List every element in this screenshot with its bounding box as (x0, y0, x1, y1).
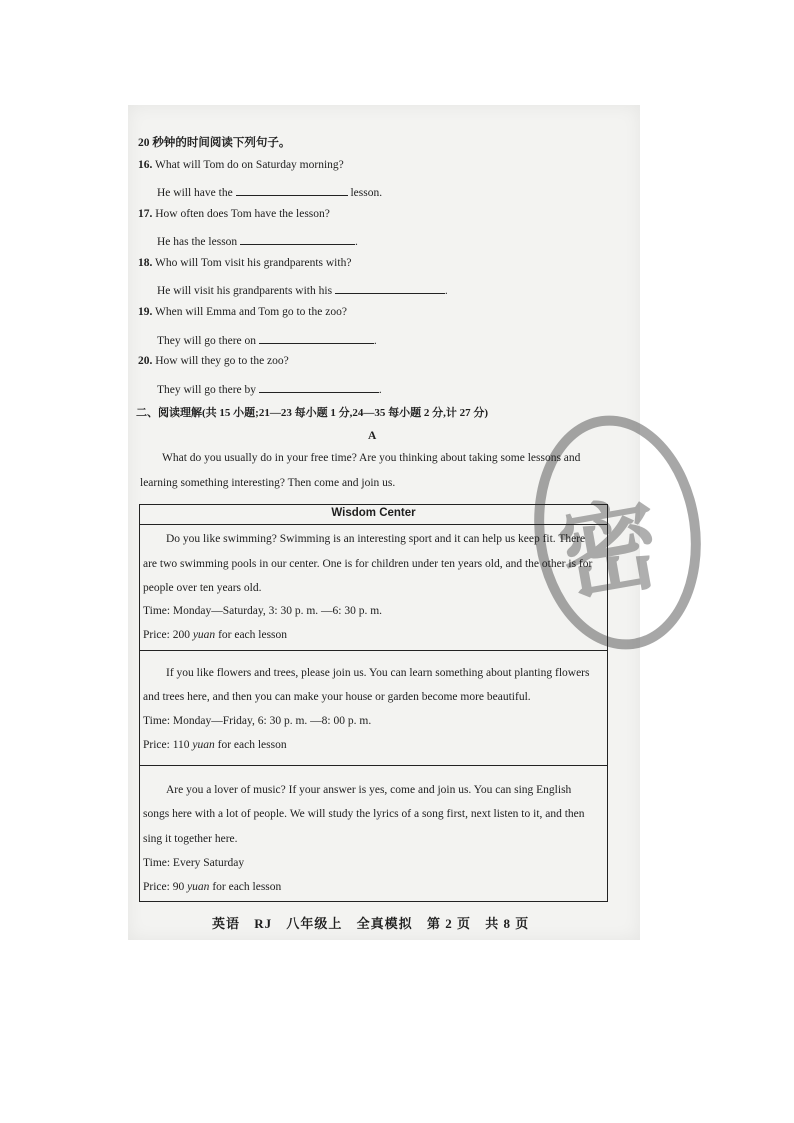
answer-19: They will go there on . (157, 331, 377, 347)
blank-20[interactable] (259, 380, 379, 393)
swim-line-3: people over ten years old. (143, 582, 262, 594)
footer-edition: RJ (254, 916, 273, 931)
answer-20: They will go there by . (157, 380, 382, 396)
question-18: 18. Who will Tom visit his grandparents with? (138, 257, 352, 269)
instruction: 20 秒钟的时间阅读下列句子。 (138, 137, 291, 149)
music-time: Time: Every Saturday (143, 857, 245, 869)
blank-19[interactable] (259, 331, 374, 344)
question-20: 20. How will they go to the zoo? (138, 355, 289, 367)
wisdom-center-notice (139, 504, 608, 902)
footer-subject: 英语 (212, 916, 241, 931)
answer-16: He will have the lesson. (157, 183, 382, 199)
footer-total: 共 8 页 (485, 916, 530, 931)
footer-grade: 八年级上 (286, 916, 343, 931)
blank-17[interactable] (240, 232, 355, 245)
notice-title: Wisdom Center (331, 507, 416, 519)
question-16: 16. What will Tom do on Saturday morning? (138, 159, 344, 171)
music-line-2: songs here with a lot of people. We will study the lyrics of a song first, next listen to it, and then (143, 808, 585, 820)
music-line-3: sing it together here. (143, 833, 238, 845)
divider (140, 650, 607, 651)
plant-price: Price: 110 yuan for each lesson (143, 739, 287, 751)
plant-time: Time: Monday—Friday, 6: 30 p. m. —8: 00 p. m. (143, 715, 372, 727)
divider (140, 765, 607, 766)
footer-type: 全真模拟 (356, 916, 413, 931)
blank-16[interactable] (236, 183, 348, 196)
intro-line-2: learning something interesting? Then come and join us. (140, 477, 396, 489)
swim-line-1: Do you like swimming? Swimming is an interesting sport and it can help us keep fit. There (166, 533, 586, 545)
music-price: Price: 90 yuan for each lesson (143, 881, 282, 893)
divider (140, 524, 607, 525)
music-line-1: Are you a lover of music? If your answer is yes, come and join us. You can sing English (166, 784, 572, 796)
swim-price: Price: 200 yuan for each lesson (143, 629, 288, 641)
footer-page: 第 2 页 (426, 916, 471, 931)
question-19: 19. When will Emma and Tom go to the zoo? (138, 306, 347, 318)
intro-line-1: What do you usually do in your free time? Are you thinking about taking some lessons and (162, 452, 581, 464)
answer-18: He will visit his grandparents with his . (157, 281, 448, 297)
section-heading: 二、阅读理解(共 15 小题;21—23 每小题 1 分,24—35 每小题 2 分,计 27 分) (136, 407, 488, 419)
question-17: 17. How often does Tom have the lesson? (138, 208, 330, 220)
passage-label: A (368, 430, 377, 442)
swim-line-2: are two swimming pools in our center. One is for children under ten years old, and the other is for (143, 558, 593, 570)
plant-line-1: If you like flowers and trees, please join us. You can learn something about planting flowers (166, 667, 590, 679)
swim-time: Time: Monday—Saturday, 3: 30 p. m. —6: 30 p. m. (143, 605, 383, 617)
answer-17: He has the lesson . (157, 232, 358, 248)
page-footer (212, 913, 539, 932)
confidential-stamp-char: 密 (550, 484, 669, 617)
plant-line-2: and trees here, and then you can make your house or garden become more beautiful. (143, 691, 531, 703)
blank-18[interactable] (335, 281, 445, 294)
